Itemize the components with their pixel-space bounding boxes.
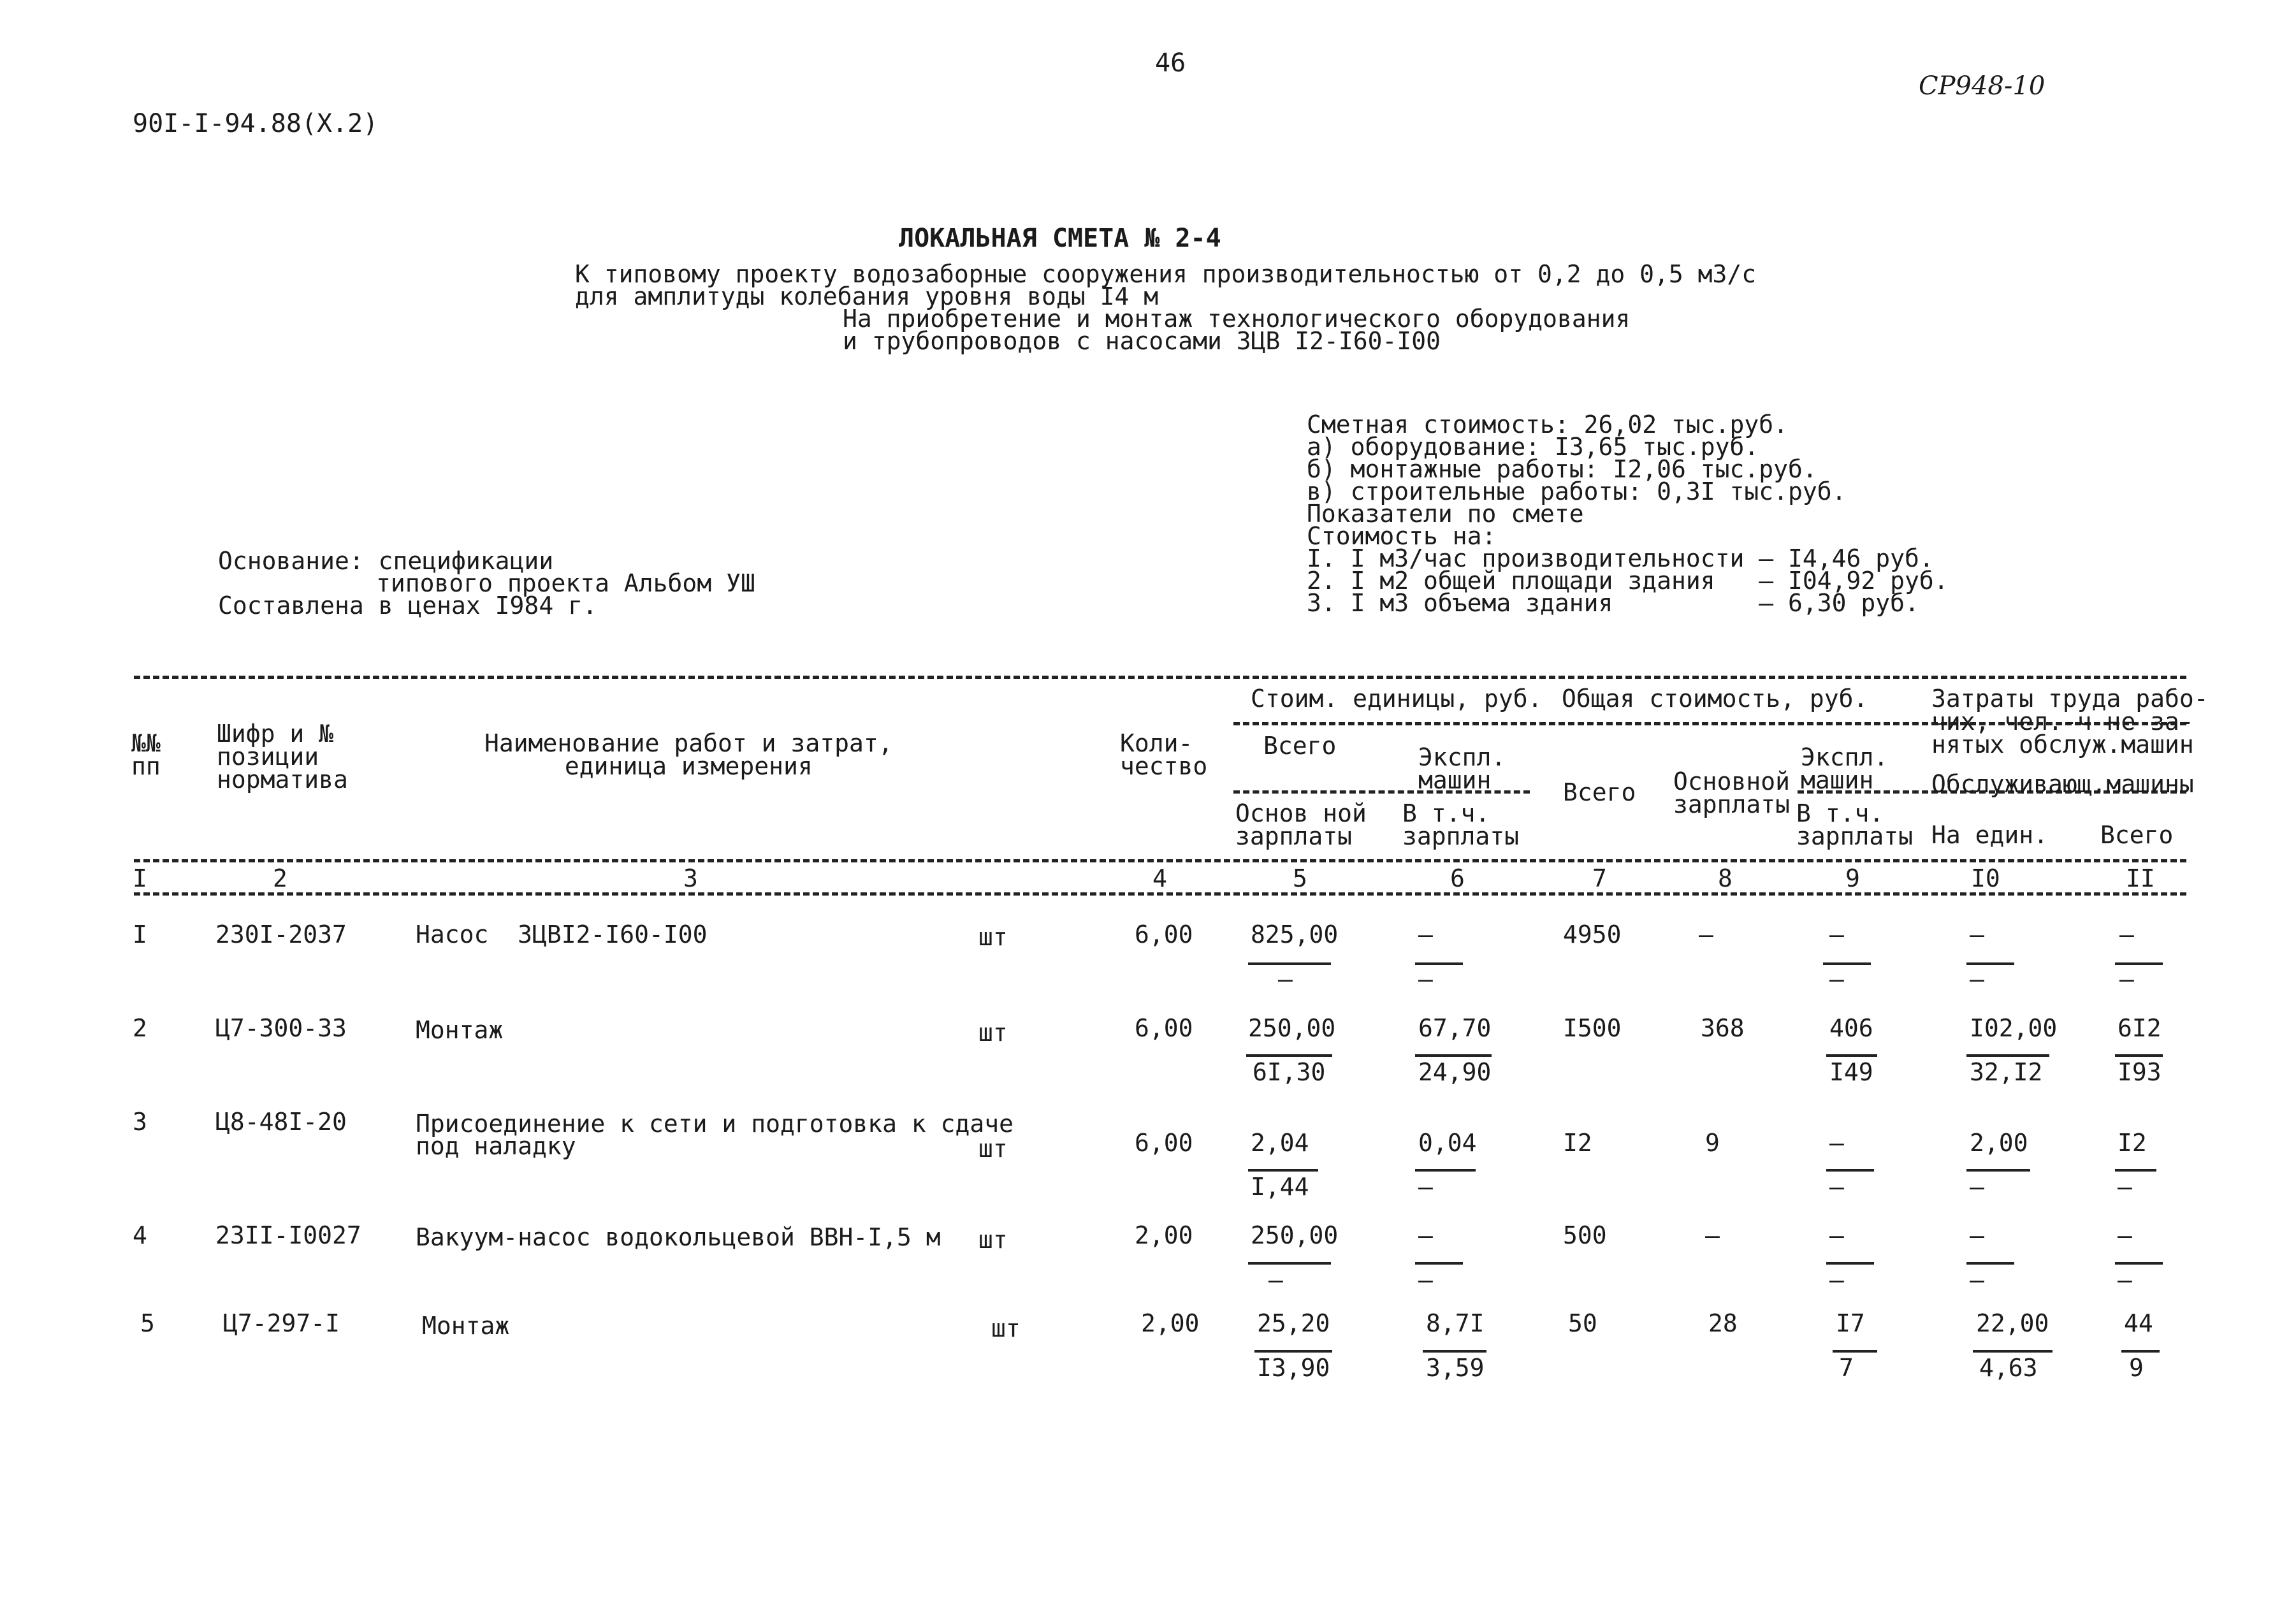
column-number: 2 — [273, 864, 287, 892]
fraction-line — [1826, 1169, 1874, 1172]
row-qty: 2,00 — [1135, 1221, 1193, 1249]
page-number: 46 — [1155, 48, 1186, 78]
row-total-incl-wage: 7 — [1839, 1354, 1854, 1382]
row-name: Монтаж — [416, 1016, 504, 1044]
fraction-line — [1973, 1350, 2053, 1353]
header-labor-group: Затраты труда рабо- чих, чел.-ч не за- нятых обслуж.машин — [1931, 685, 2209, 759]
column-number: 6 — [1450, 864, 1465, 892]
header-total-machines: Экспл. машин — [1801, 743, 1889, 794]
row-labor-per-unit: 22,00 — [1976, 1309, 2049, 1337]
fraction-line — [1966, 1262, 2014, 1265]
title-line-3: На приобретение и монтаж технологического оборудования — [843, 305, 1631, 333]
fraction-line — [2115, 1262, 2163, 1265]
row-code: Ц7-300-33 — [215, 1014, 347, 1042]
basis-line-2: типового проекта Альбом УШ — [376, 569, 755, 597]
row-unit-basic-wage: I,44 — [1251, 1173, 1309, 1201]
row-total-incl-wage: – — [1829, 965, 1844, 993]
header-total-basic-wage: Основной зарплаты — [1673, 767, 1791, 818]
row-name-continued: под наладку — [416, 1132, 576, 1160]
title-line-2: для амплитуды колебания уровня воды I4 м — [575, 282, 1159, 310]
header-total-incl-wage: В т.ч. зарплаты — [1796, 799, 1914, 850]
header-labor-service: Обслуживающ.машины — [1931, 770, 2194, 798]
row-total-machines: – — [1829, 1129, 1844, 1157]
row-total-machines: – — [1829, 1221, 1844, 1249]
row-total-all: 500 — [1563, 1221, 1607, 1249]
row-code: Ц8-48I-20 — [215, 1108, 347, 1136]
indicators-label: Показатели по смете — [1307, 500, 1584, 528]
basis-line-3: Составлена в ценах I984 г. — [218, 592, 597, 620]
row-unit: шт — [978, 923, 1008, 951]
header-unit-incl-wage: В т.ч. зарплаты — [1402, 799, 1520, 850]
row-name: Присоединение к сети и подготовка к сдаче — [416, 1110, 1014, 1138]
fraction-line — [1826, 1262, 1874, 1265]
row-total-incl-wage: – — [1829, 1266, 1844, 1294]
row-qty: 6,00 — [1135, 1129, 1193, 1157]
row-labor-total-service: – — [2119, 965, 2134, 993]
cost-construction: в) строительные работы: 0,3I тыс.руб. — [1307, 477, 1847, 505]
row-total-machines: 406 — [1829, 1014, 1873, 1042]
estimated-cost: Сметная стоимость: 26,02 тыс.руб. — [1307, 410, 1788, 439]
row-labor-total-service: I93 — [2118, 1058, 2162, 1086]
row-unit-total: 2,04 — [1251, 1129, 1309, 1157]
fraction-line — [1246, 1054, 1332, 1057]
row-unit-basic-wage: – — [1268, 1266, 1283, 1294]
row-labor-per-unit: – — [1970, 920, 1984, 948]
header-bottom-rule — [134, 859, 2186, 862]
row-labor-total: – — [2118, 1221, 2132, 1249]
row-labor-per-unit-service: 4,63 — [1979, 1354, 2038, 1382]
indicator-2: 2. I м2 общей площади здания – I04,92 руб. — [1307, 567, 1949, 595]
row-unit-machines: 0,04 — [1418, 1129, 1477, 1157]
header-unit-total: Всего — [1263, 732, 1337, 760]
column-number: 9 — [1845, 864, 1860, 892]
row-unit-total: 25,20 — [1257, 1309, 1330, 1337]
fraction-line — [1254, 1350, 1332, 1353]
row-unit-total: 825,00 — [1251, 920, 1339, 948]
row-qty: 6,00 — [1135, 920, 1193, 948]
header-code: Шифр и № позиции норматива — [217, 720, 348, 794]
basis-line-1: Основание: спецификации — [218, 547, 554, 575]
row-total-incl-wage: – — [1829, 1173, 1844, 1201]
fraction-line — [1826, 1054, 1877, 1057]
row-labor-per-unit-service: – — [1970, 1173, 1984, 1201]
row-number: 3 — [133, 1108, 147, 1136]
table-top-rule — [134, 676, 2186, 679]
row-labor-total-service: – — [2118, 1173, 2132, 1201]
indicator-3: 3. I м3 объема здания – 6,30 руб. — [1307, 589, 1919, 617]
fraction-line — [1415, 1054, 1492, 1057]
row-total-all: 50 — [1568, 1309, 1597, 1337]
row-name: Монтаж — [422, 1312, 510, 1340]
row-unit-total: 250,00 — [1248, 1014, 1336, 1042]
row-unit: шт — [978, 1135, 1008, 1163]
row-name: Вакуум-насос водокольцевой ВВН-I,5 м — [416, 1223, 941, 1251]
fraction-line — [2121, 1350, 2160, 1353]
document-code: 90I-I-94.88(X.2) — [133, 109, 379, 138]
row-total-all: 4950 — [1563, 920, 1622, 948]
cost-installation: б) монтажные работы: I2,06 тыс.руб. — [1307, 455, 1817, 483]
column-number: 3 — [683, 864, 698, 892]
fraction-line — [1415, 1262, 1463, 1265]
column-number: 4 — [1152, 864, 1167, 892]
title-line-4: и трубопроводов с насосами ЗЦВ I2-I60-I00 — [843, 327, 1441, 355]
row-labor-total: I2 — [2118, 1129, 2147, 1157]
row-unit-incl-wage: – — [1418, 965, 1433, 993]
row-labor-total-service: – — [2118, 1266, 2132, 1294]
row-qty: 2,00 — [1141, 1309, 1200, 1337]
column-number-rule — [134, 892, 2186, 896]
row-total-all: I500 — [1563, 1014, 1622, 1042]
row-unit-basic-wage: I3,90 — [1257, 1354, 1330, 1382]
row-total-basic-wage: – — [1705, 1221, 1720, 1249]
estimate-title: ЛОКАЛЬНАЯ СМЕТА № 2-4 — [899, 224, 1221, 253]
header-unit-basic-wage: Основ ной зарплаты — [1235, 799, 1367, 850]
header-total-all: Всего — [1563, 778, 1636, 806]
column-number: II — [2126, 864, 2155, 892]
row-labor-per-unit: – — [1970, 1221, 1984, 1249]
row-number: 2 — [133, 1014, 147, 1042]
row-unit-incl-wage: – — [1418, 1173, 1433, 1201]
row-total-machines: – — [1829, 920, 1844, 948]
row-unit: шт — [978, 1019, 1008, 1047]
fraction-line — [1966, 1169, 2030, 1172]
row-total-incl-wage: I49 — [1829, 1058, 1873, 1086]
header-rule-unit-cost — [1233, 722, 1900, 725]
row-unit-incl-wage: 24,90 — [1418, 1058, 1492, 1086]
cost-per-label: Стоимость на: — [1307, 522, 1497, 550]
handwritten-mark: СР948-10 — [1919, 71, 2045, 101]
row-total-basic-wage: 28 — [1708, 1309, 1738, 1337]
row-unit-incl-wage: 3,59 — [1426, 1354, 1485, 1382]
row-labor-per-unit-service: – — [1970, 965, 1984, 993]
indicator-1: I. I м3/час производительности – I4,46 руб. — [1307, 544, 1934, 572]
row-number: I — [133, 920, 147, 948]
row-labor-per-unit-service: – — [1970, 1266, 1984, 1294]
row-unit: шт — [991, 1314, 1021, 1342]
row-total-basic-wage: – — [1699, 920, 1713, 948]
column-number: 7 — [1592, 864, 1607, 892]
row-unit: шт — [978, 1226, 1008, 1254]
row-total-basic-wage: 9 — [1705, 1129, 1720, 1157]
row-unit-machines: 67,70 — [1418, 1014, 1492, 1042]
fraction-line — [1833, 1350, 1877, 1353]
row-labor-total-service: 9 — [2129, 1354, 2144, 1382]
row-unit-basic-wage: – — [1278, 965, 1293, 993]
title-line-1: К типовому проекту водозаборные сооружения производительностью от 0,2 до 0,5 м3/с — [575, 260, 1757, 288]
fraction-line — [1248, 1169, 1318, 1172]
row-labor-per-unit-service: 32,I2 — [1970, 1058, 2043, 1086]
column-number: 8 — [1718, 864, 1733, 892]
row-unit-total: 250,00 — [1251, 1221, 1339, 1249]
fraction-line — [2115, 1054, 2163, 1057]
column-number: 5 — [1293, 864, 1307, 892]
row-labor-total: 6I2 — [2118, 1014, 2162, 1042]
row-labor-total: 44 — [2124, 1309, 2153, 1337]
row-labor-total: – — [2119, 920, 2134, 948]
header-total-cost-group: Общая стоимость, руб. — [1562, 685, 1868, 713]
header-unit-cost-group: Стоим. единицы, руб. — [1251, 685, 1543, 713]
header-name: Наименование работ и затрат, единица измерения — [484, 729, 893, 780]
row-unit-machines: – — [1418, 1221, 1433, 1249]
header-labor-per-unit: На един. — [1931, 821, 2049, 849]
row-unit-incl-wage: – — [1418, 1266, 1433, 1294]
row-number: 4 — [133, 1221, 147, 1249]
row-name: Насос ЗЦВI2-I60-I00 — [416, 920, 708, 948]
row-unit-basic-wage: 6I,30 — [1253, 1058, 1326, 1086]
header-labor-total: Всего — [2100, 821, 2174, 849]
row-unit-machines: 8,7I — [1426, 1309, 1485, 1337]
fraction-line — [1423, 1350, 1486, 1353]
row-total-machines: I7 — [1836, 1309, 1865, 1337]
row-number: 5 — [140, 1309, 155, 1337]
fraction-line — [1415, 1169, 1476, 1172]
row-code: 230I-2037 — [215, 920, 347, 948]
column-number: I — [133, 864, 147, 892]
row-qty: 6,00 — [1135, 1014, 1193, 1042]
fraction-line — [1248, 1262, 1331, 1265]
fraction-line — [2115, 1169, 2156, 1172]
fraction-line — [1966, 1054, 2049, 1057]
header-unit-machines: Экспл. машин — [1418, 743, 1506, 794]
header-qty: Коли- чество — [1120, 729, 1208, 780]
row-total-all: I2 — [1563, 1129, 1592, 1157]
column-number: I0 — [1971, 864, 2000, 892]
row-code: Ц7-297-I — [223, 1309, 340, 1337]
row-labor-per-unit: 2,00 — [1970, 1129, 2028, 1157]
header-num: №№ пп — [131, 729, 161, 780]
row-labor-per-unit: I02,00 — [1970, 1014, 2058, 1042]
cost-equipment: а) оборудование: I3,65 тыс.руб. — [1307, 433, 1759, 461]
row-code: 23II-I0027 — [215, 1221, 361, 1249]
row-total-basic-wage: 368 — [1701, 1014, 1745, 1042]
row-unit-machines: – — [1418, 920, 1433, 948]
